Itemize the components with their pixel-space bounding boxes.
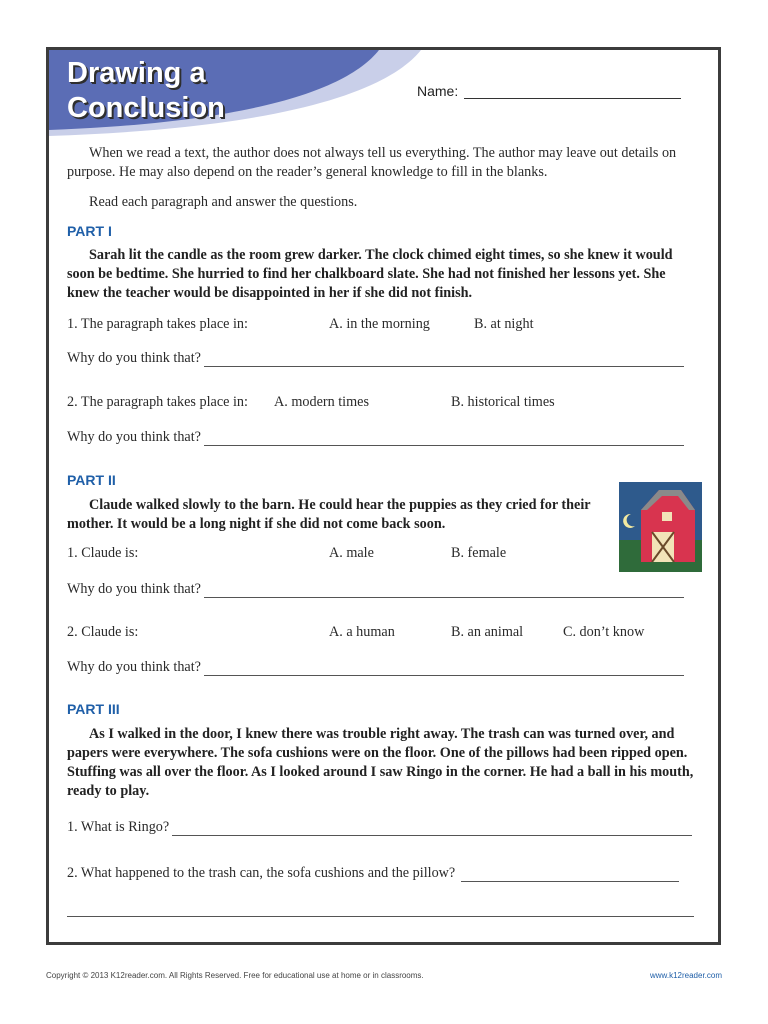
barn-at-night-icon bbox=[619, 482, 702, 572]
worksheet bbox=[46, 47, 721, 945]
question-label: 1. What is Ringo? bbox=[67, 819, 170, 835]
part-3-heading: PART III bbox=[67, 701, 120, 717]
part-1-q1-option-b[interactable]: B. at night bbox=[474, 316, 534, 332]
website-link[interactable]: www.k12reader.com bbox=[649, 971, 722, 980]
part-1-q1-option-a[interactable]: A. in the morning bbox=[329, 316, 430, 332]
part-1-q2-option-a[interactable]: A. modern times bbox=[274, 394, 369, 410]
part-1-heading: PART I bbox=[67, 223, 112, 239]
part-2-q2-option-c[interactable]: C. don’t know bbox=[563, 624, 645, 640]
name-label: Name: bbox=[417, 83, 459, 99]
answer-line[interactable] bbox=[204, 352, 684, 367]
part-2-q2-option-a[interactable]: A. a human bbox=[329, 624, 395, 640]
part-1-question-1: 1. The paragraph takes place in: bbox=[67, 316, 248, 332]
answer-line[interactable] bbox=[204, 583, 684, 598]
page-title bbox=[67, 56, 225, 126]
part-1-q2-option-b[interactable]: B. historical times bbox=[451, 394, 555, 410]
answer-line-extra[interactable] bbox=[67, 916, 694, 917]
title-line-1: Drawing a bbox=[67, 57, 206, 89]
part-2-q1-option-a[interactable]: A. male bbox=[329, 545, 374, 561]
part-3-question-1 bbox=[67, 819, 692, 836]
answer-line[interactable] bbox=[172, 821, 692, 836]
why-label: Why do you think that? bbox=[67, 429, 201, 445]
question-label: 2. What happened to the trash can, the sofa cushions and the pillow? bbox=[67, 865, 456, 881]
part-1-why-2 bbox=[67, 429, 684, 446]
part-1-passage: Sarah lit the candle as the room grew darker. The clock chimed eight times, so she knew it would soon be bedtime. She hurried to find her chalkboard slate. She had not finished her lessons yet. She knew the teacher would be disappointed in her if she did not finish. bbox=[67, 247, 673, 301]
part-2-passage: Claude walked slowly to the barn. He could hear the puppies as they cried for their mother. It would be a long night if she did not come back soon. bbox=[67, 497, 591, 532]
part-2-why-2 bbox=[67, 659, 684, 676]
instructions: Read each paragraph and answer the questions. bbox=[89, 194, 358, 210]
part-2-question-1: 1. Claude is: bbox=[67, 545, 139, 561]
part-1-question-2: 2. The paragraph takes place in: bbox=[67, 394, 248, 410]
part-3-passage: As I walked in the door, I knew there was trouble right away. The trash can was turned over, and papers were everywhere. The sofa cushions were on the floor. One of the pillows had been ripped open. Stuffing was all over the floor. As I looked around I saw Ringo in the corner. He had a ball in his mouth, ready to play. bbox=[67, 726, 694, 799]
title-line-2: Conclusion bbox=[67, 92, 225, 124]
part-2-heading: PART II bbox=[67, 472, 116, 488]
why-label: Why do you think that? bbox=[67, 659, 201, 675]
why-label: Why do you think that? bbox=[67, 581, 201, 597]
part-1-why-1 bbox=[67, 350, 684, 367]
part-2-why-1 bbox=[67, 581, 684, 598]
answer-line[interactable] bbox=[204, 431, 684, 446]
part-2-q1-option-b[interactable]: B. female bbox=[451, 545, 507, 561]
name-field bbox=[417, 83, 681, 99]
intro-paragraph: When we read a text, the author does not always tell us everything. The author may leave out details on purpose. He may also depend on the reader’s general knowledge to fill in the blanks. bbox=[67, 145, 677, 180]
why-label: Why do you think that? bbox=[67, 350, 201, 366]
part-2-q2-option-b[interactable]: B. an animal bbox=[451, 624, 524, 640]
part-3-question-2 bbox=[67, 865, 679, 882]
answer-line[interactable] bbox=[204, 661, 684, 676]
answer-line[interactable] bbox=[461, 867, 679, 882]
name-blank[interactable] bbox=[464, 83, 681, 99]
part-2-question-2: 2. Claude is: bbox=[67, 624, 139, 640]
copyright-notice: Copyright © 2013 K12reader.com. All Rights Reserved. Free for educational use at home or in classrooms. bbox=[46, 971, 424, 980]
